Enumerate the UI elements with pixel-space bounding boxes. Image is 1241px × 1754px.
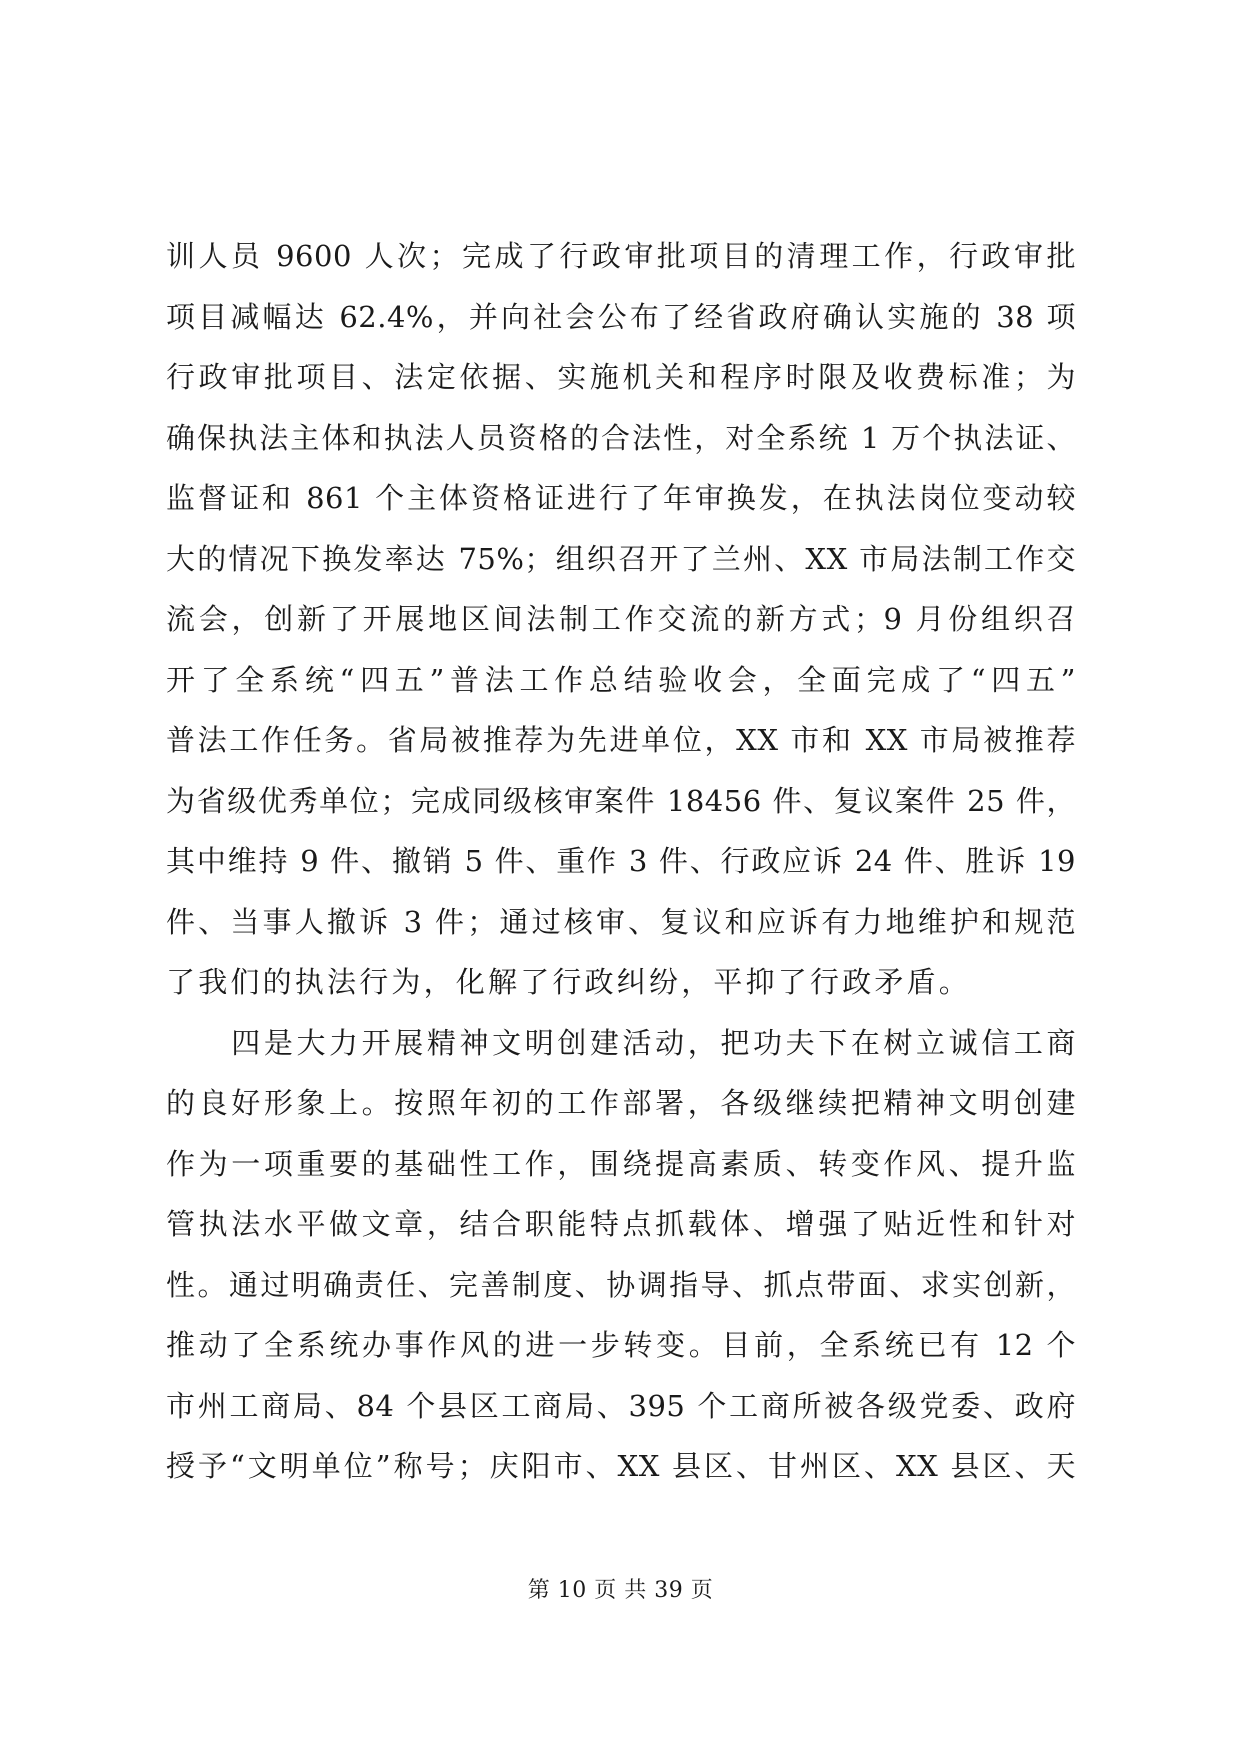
text-line: 性。通过明确责任、完善制度、协调指导、抓点带面、求实创新， <box>166 1267 1076 1302</box>
paragraph-end-line: 了我们的执法行为，化解了行政纠纷，平抑了行政矛盾。 <box>166 965 972 999</box>
text-line: 训人员 9600 人次；完成了行政审批项目的清理工作，行政审批 <box>166 239 1076 273</box>
text-line: 推动了全系统办事作风的进一步转变。目前，全系统已有 12 个 <box>166 1328 1076 1362</box>
text-line: 授予“文明单位”称号；庆阳市、XX 县区、甘州区、XX 县区、天 <box>166 1449 1076 1483</box>
text-line: 流会，创新了开展地区间法制工作交流的新方式；9 月份组织召 <box>166 602 1076 636</box>
text-line: 项目减幅达 62.4%，并向社会公布了经省政府确认实施的 38 项 <box>166 299 1076 334</box>
text-line: 的良好形象上。按照年初的工作部署，各级继续把精神文明创建 <box>166 1086 1076 1120</box>
paragraph-start-line: 四是大力开展精神文明创建活动，把功夫下在树立诚信工商 <box>166 1025 1076 1060</box>
page-number-footer: 第 10 页 共 39 页 <box>527 1578 714 1603</box>
text-line: 为省级优秀单位；完成同级核审案件 18456 件、复议案件 25 件， <box>166 783 1076 818</box>
text-line: 市州工商局、84 个县区工商局、395 个工商所被各级党委、政府 <box>166 1388 1076 1423</box>
text-line: 大的情况下换发率达 75%；组织召开了兰州、XX 市局法制工作交 <box>166 541 1076 576</box>
text-line: 作为一项重要的基础性工作，围绕提高素质、转变作风、提升监 <box>166 1146 1076 1181</box>
text-line: 确保执法主体和执法人员资格的合法性，对全系统 1 万个执法证、 <box>166 420 1076 455</box>
text-line: 其中维持 9 件、撤销 5 件、重作 3 件、行政应诉 24 件、胜诉 19 <box>166 844 1076 878</box>
text-line: 监督证和 861 个主体资格证进行了年审换发，在执法岗位变动较 <box>166 481 1076 515</box>
document-body <box>166 226 1076 1497</box>
text-line: 行政审批项目、法定依据、实施机关和程序时限及收费标准；为 <box>166 360 1076 394</box>
text-line: 普法工作任务。省局被推荐为先进单位，XX 市和 XX 市局被推荐 <box>166 723 1076 757</box>
text-line: 管执法水平做文章，结合职能特点抓载体、增强了贴近性和针对 <box>166 1207 1076 1241</box>
text-line: 开了全系统“四五”普法工作总结验收会，全面完成了“四五” <box>166 662 1076 697</box>
text-line: 件、当事人撤诉 3 件；通过核审、复议和应诉有力地维护和规范 <box>166 904 1076 939</box>
